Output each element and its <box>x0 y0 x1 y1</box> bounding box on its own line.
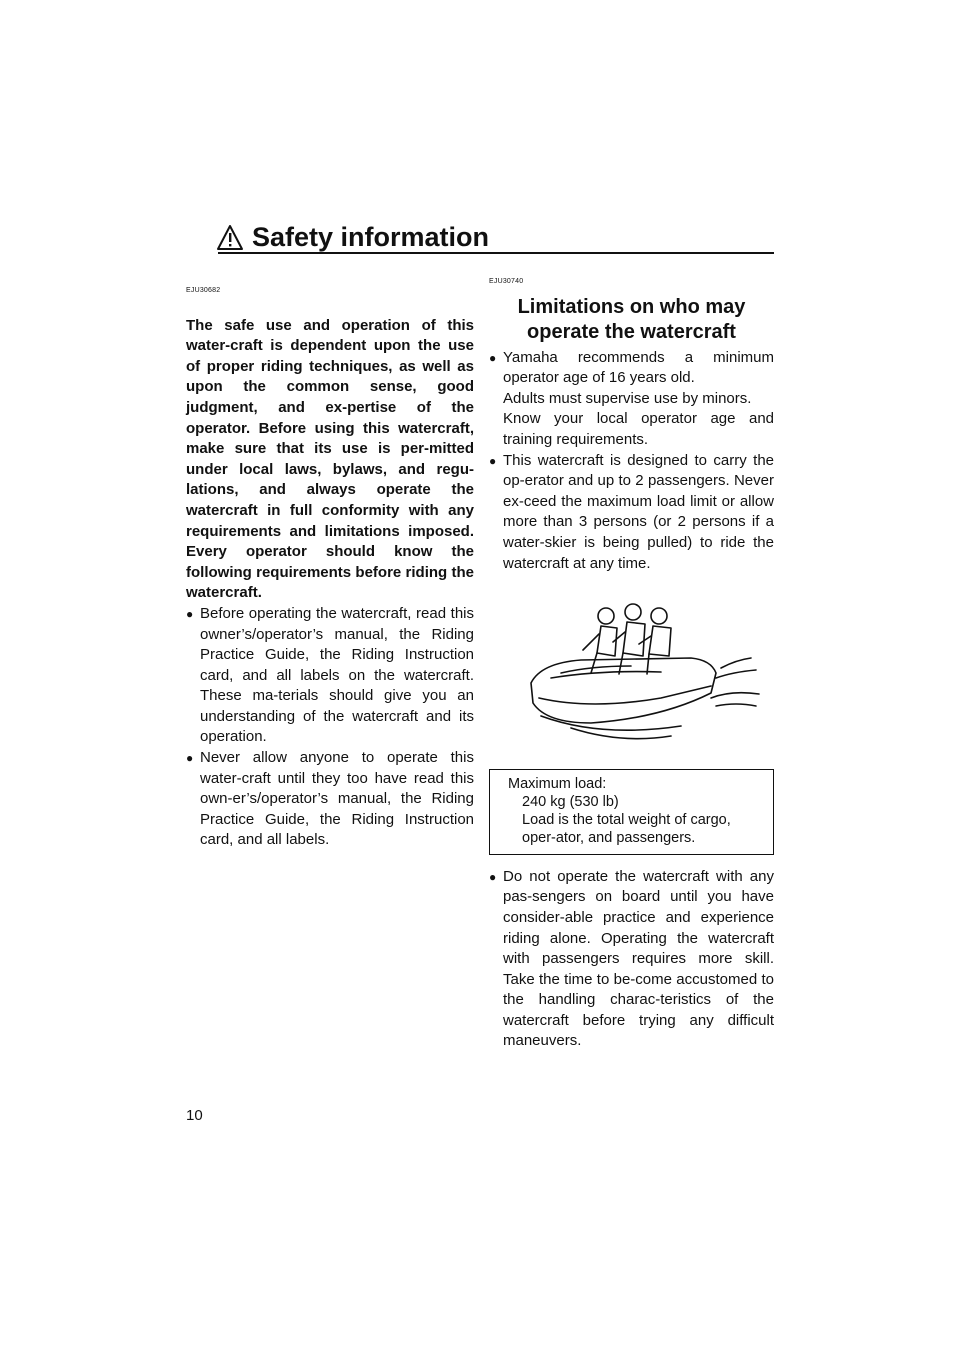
page-header <box>216 222 489 253</box>
load-label: Maximum load: <box>508 775 607 792</box>
list-item: ● Yamaha recommends a minimum operator age of 16 years old. Adults must supervise use by minors. Know your local operator age and training requirements. <box>489 348 774 448</box>
list-item: ● This watercraft is designed to carry the op-erator and up to 2 passengers. Never ex-ceed the maximum load limit or allow more than 3 persons (or 2 persons if a water-skier is being pulled) to ride the watercraft at any time. <box>489 451 774 572</box>
maximum-load-box <box>489 769 774 855</box>
section-code: EJU30740 <box>489 278 524 285</box>
right-column <box>489 272 774 1052</box>
bullet-list <box>489 348 774 575</box>
load-value: 240 kg (530 lb) <box>522 793 619 810</box>
intro-paragraph: The safe use and operation of this water-craft is dependent upon the use of proper riding techniques, as well as upon the common sense, good judgment, and ex-pertise of the operator. Before using this watercraft, make sure that its use is per-mitted under local laws, bylaws, and regu-lations, and always operate the watercraft in full conformity with any requirements and limitations imposed. Every operator should know the following requirements before riding the watercraft. <box>186 316 474 602</box>
section-title: Limitations on who may operate the watercraft <box>517 295 746 343</box>
watercraft-riders-illustration <box>511 598 761 748</box>
bullet-list <box>489 867 774 1052</box>
list-item: ● Before operating the watercraft, read this owner’s/operator’s manual, the Riding Practice Guide, the Riding Instruction card, and all labels on the watercraft. These ma-terials should give you an understanding of the watercraft and its operation. <box>186 604 474 746</box>
header-rule <box>218 252 774 254</box>
bullet-list <box>186 604 474 851</box>
list-item: ● Do not operate the watercraft with any pas-sengers on board until you have consider-able practice and experience riding alone. Operating the watercraft with passengers requires more skill. Take the time to be-come accustomed to the handling charac-teristics of the watercraft before trying any difficult maneuvers. <box>489 867 774 1050</box>
list-item: ● Never allow anyone to operate this water-craft until they too have read this own-er’s/operator’s manual, the Riding Practice Guide, the Riding Instruction card, and all labels. <box>186 749 474 849</box>
load-note: Load is the total weight of cargo, oper-ator, and passengers. <box>522 811 731 846</box>
section-code: EJU30682 <box>186 287 221 294</box>
page-title: Safety information <box>252 222 490 252</box>
left-column <box>186 281 474 851</box>
page-number: 10 <box>186 1107 203 1124</box>
warning-triangle-icon <box>216 224 244 252</box>
